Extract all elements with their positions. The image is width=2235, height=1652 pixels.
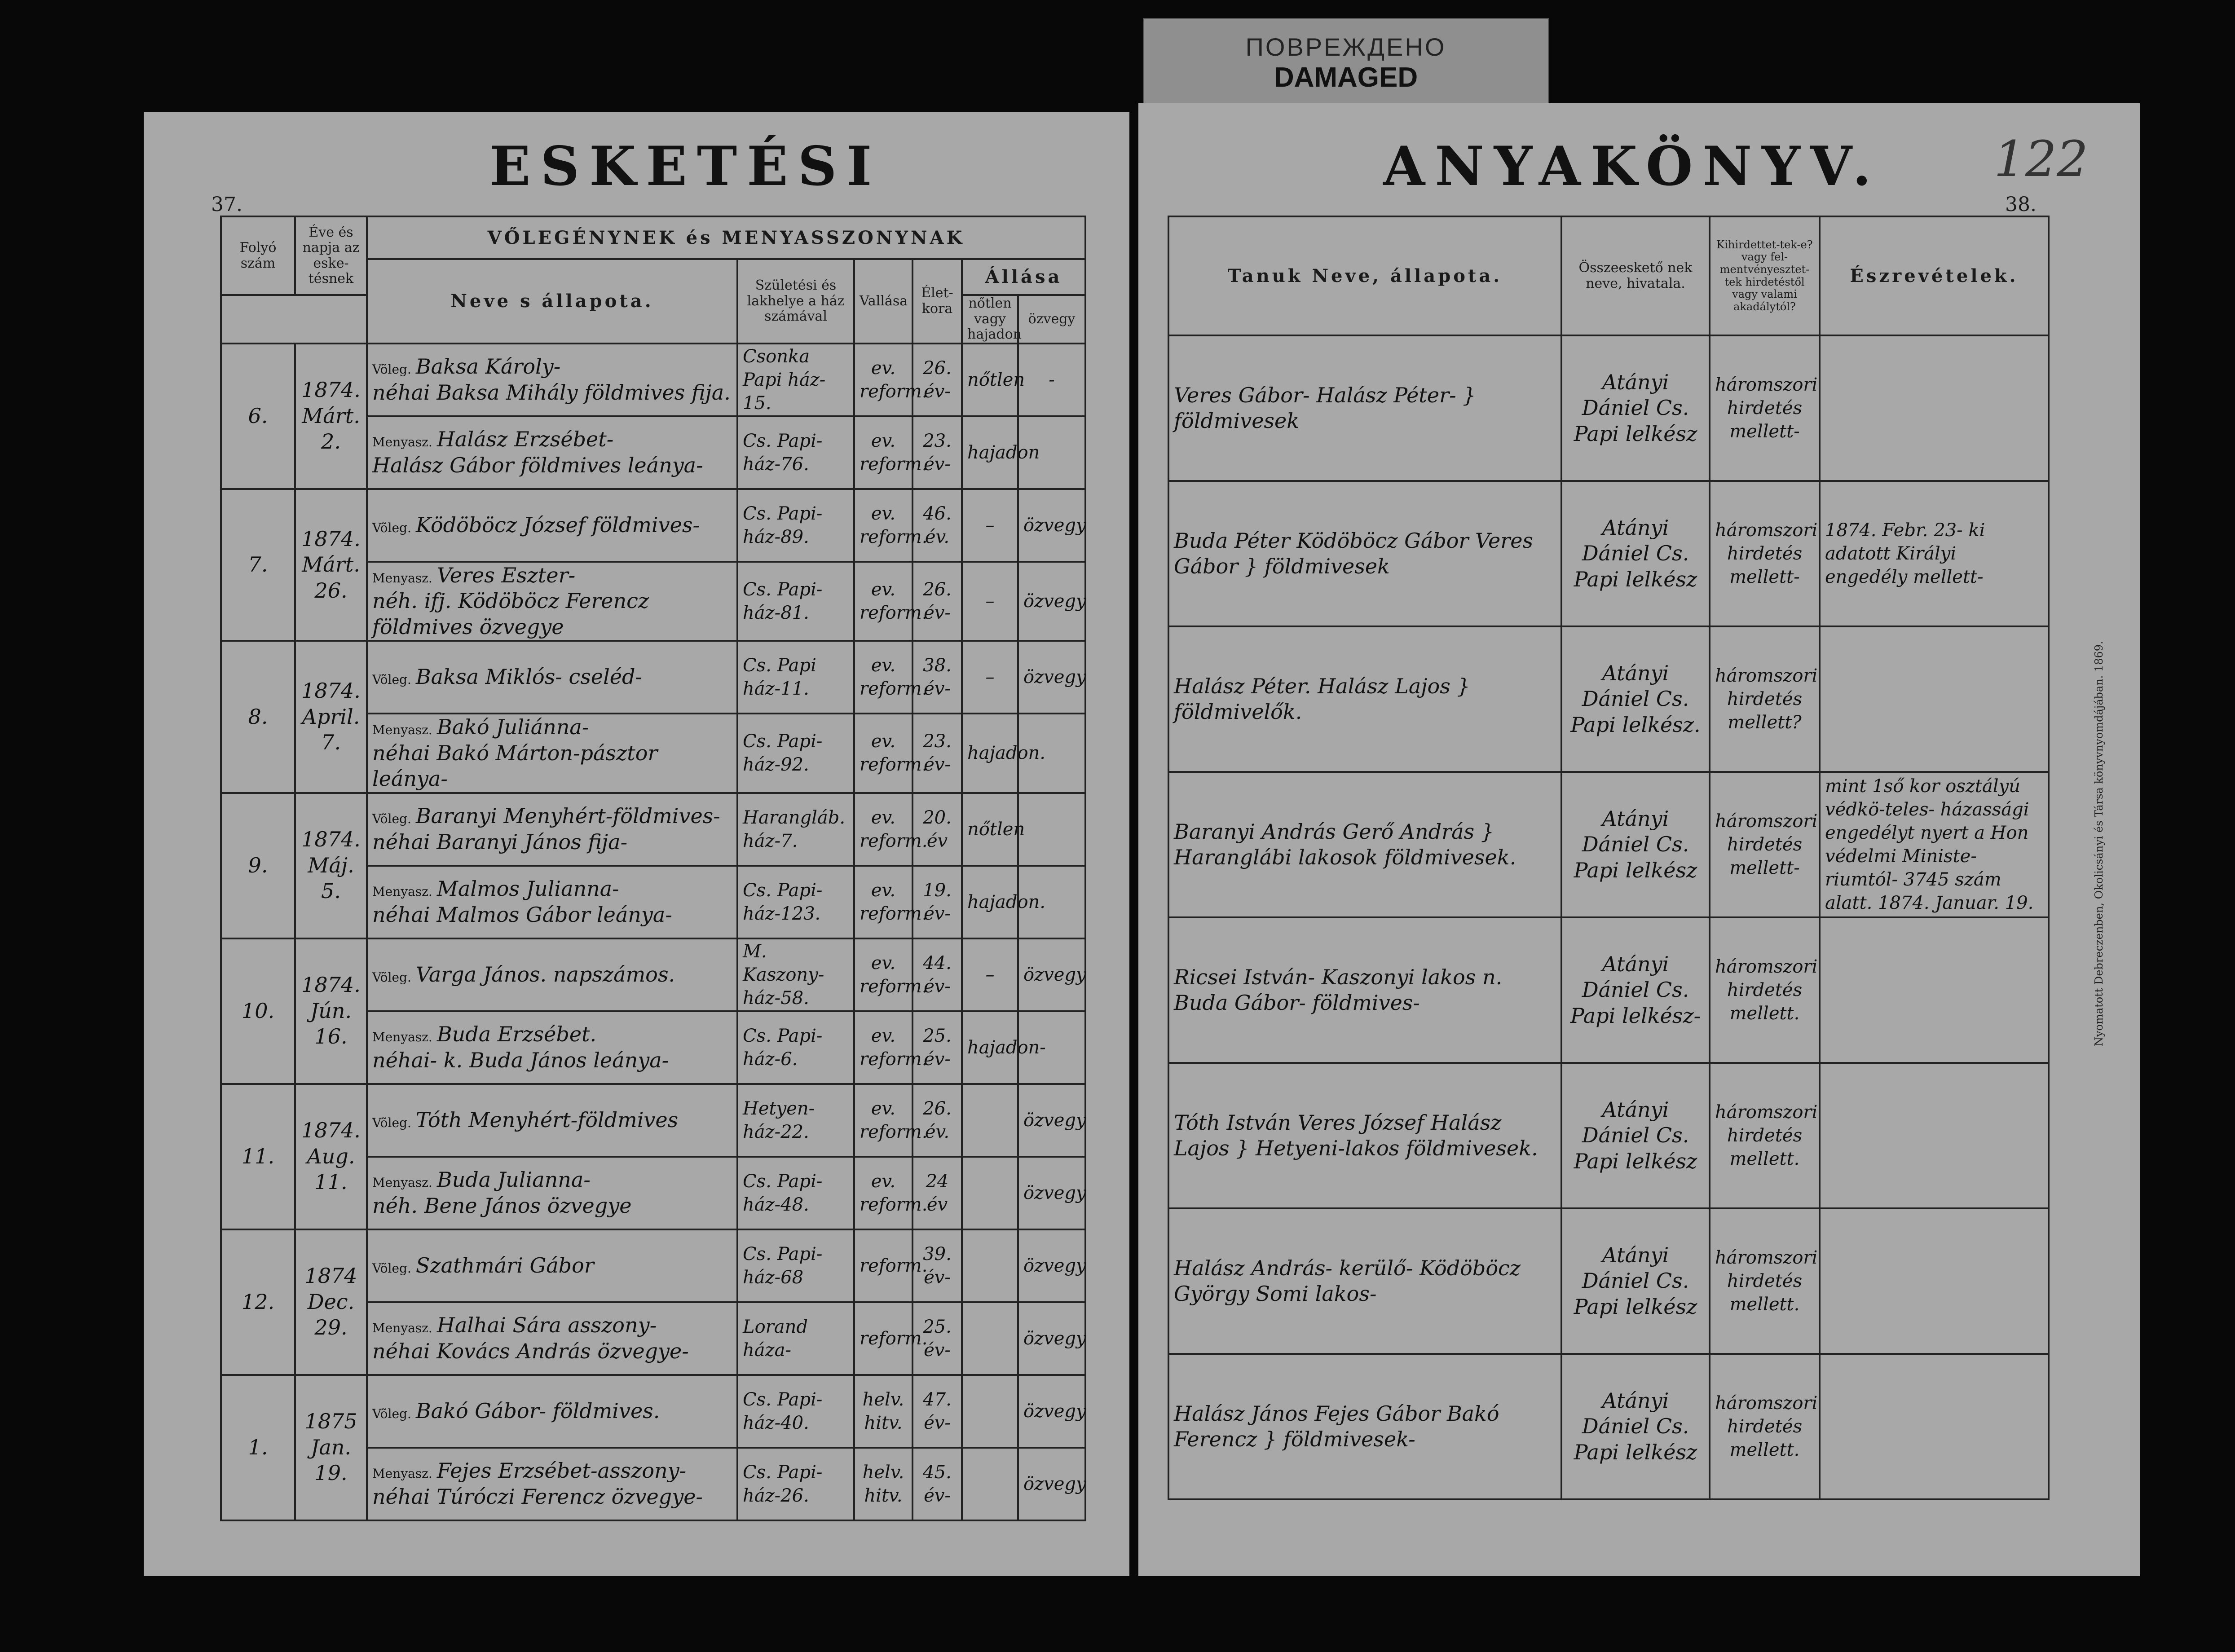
entry-number: 9. xyxy=(221,793,295,938)
bride-age: 26. év- xyxy=(913,562,962,641)
notes xyxy=(1820,1208,2049,1354)
bride-name: Veres Eszter- xyxy=(436,563,576,587)
officiant: Atányi Dániel Cs. Papi lelkész xyxy=(1561,335,1710,481)
bride-status: néhai Bakó Márton-pásztor leánya- xyxy=(372,740,658,791)
bride-label: Menyasz. xyxy=(372,570,432,586)
officiant: Atányi Dániel Cs. Papi lelkész. xyxy=(1561,626,1710,772)
officiant: Atányi Dániel Cs. Papi lelkész xyxy=(1561,481,1710,626)
right-table-body xyxy=(1168,335,2049,1499)
marriage-date: 1874. Márt. 26. xyxy=(295,489,367,641)
bride-age: 24 év xyxy=(913,1157,962,1229)
groom-widow xyxy=(1018,793,1085,866)
bride-age: 19. év- xyxy=(913,866,962,938)
groom-age: 26. év- xyxy=(913,344,962,416)
bride-single xyxy=(962,1448,1018,1520)
groom-row xyxy=(221,641,1085,714)
groom-label: Võleg. xyxy=(372,362,411,377)
bride-single: hajadon. xyxy=(962,714,1018,793)
bride-widow: özvegy xyxy=(1018,562,1085,641)
bride-religion: ev. reform. xyxy=(854,866,913,938)
groom-label: Võleg. xyxy=(372,811,411,826)
col-eve-napja: Éve és napja az eske-tésnek xyxy=(295,216,367,295)
bride-name: Buda Julianna- xyxy=(436,1167,591,1192)
col-notlen: nőtlen vagy hajadon xyxy=(962,295,1018,344)
groom-row xyxy=(221,938,1085,1011)
witnesses: Ricsei István- Kaszonyi lakos n. Buda Gábor- földmives- xyxy=(1168,917,1561,1063)
groom-single xyxy=(962,1375,1018,1448)
witnesses: Halász Péter. Halász Lajos } földmivelők. xyxy=(1168,626,1561,772)
groom-name-cell xyxy=(367,344,737,416)
banns: háromszori hirdetés mellett. xyxy=(1710,917,1820,1063)
bride-single xyxy=(962,1302,1018,1375)
entry-row xyxy=(1168,1354,2049,1499)
groom-single xyxy=(962,1084,1018,1157)
marriage-date: 1874. Aug. 11. xyxy=(295,1084,367,1229)
bride-age: 23. év- xyxy=(913,714,962,793)
banns: háromszori hirdetés mellett. xyxy=(1710,1354,1820,1499)
bride-label: Menyasz. xyxy=(372,884,432,899)
groom-label: Võleg. xyxy=(372,969,411,985)
entry-number: 7. xyxy=(221,489,295,641)
banns: háromszori hirdetés mellett. xyxy=(1710,1208,1820,1354)
bride-single: hajadon xyxy=(962,416,1018,489)
bride-label: Menyasz. xyxy=(372,1175,432,1190)
groom-row xyxy=(221,489,1085,562)
groom-religion: reform. xyxy=(854,1229,913,1302)
bride-birthplace: Cs. Papi-ház-92. xyxy=(737,714,854,793)
col-eszrevetelek: Észrevételek. xyxy=(1820,216,2049,335)
bride-single: – xyxy=(962,562,1018,641)
marriage-date: 1874. Máj. 5. xyxy=(295,793,367,938)
left-register-table xyxy=(220,216,1086,1521)
notes: mint 1ső kor osztályú védkö-teles- házassági engedélyt nyert a Hon védelmi Ministe-riumtól- 3745 szám alatt. 1874. Januar. 19. xyxy=(1820,772,2049,917)
groom-row xyxy=(221,793,1085,866)
notes xyxy=(1820,1354,2049,1499)
groom-age: 26. év. xyxy=(913,1084,962,1157)
groom-age: 38. év- xyxy=(913,641,962,714)
groom-name-cell xyxy=(367,938,737,1011)
groom-status: néhai Baksa Mihály földmives fija. xyxy=(372,380,731,405)
groom-birthplace: Hetyen-ház-22. xyxy=(737,1084,854,1157)
groom-birthplace: Cs. Papi ház-11. xyxy=(737,641,854,714)
banns: háromszori hirdetés mellett? xyxy=(1710,626,1820,772)
right-title: ANYAKÖNYV. xyxy=(1383,135,1881,198)
groom-religion: ev. reform. xyxy=(854,1084,913,1157)
witnesses: Halász András- kerülő- Ködöböcz György Somi lakos- xyxy=(1168,1208,1561,1354)
entry-row xyxy=(1168,1063,2049,1208)
groom-age: 46. év. xyxy=(913,489,962,562)
right-page-number: 38. xyxy=(2005,193,2037,216)
damaged-stamp xyxy=(1143,18,1549,105)
bride-name: Fejes Erzsébet-asszony- xyxy=(436,1458,687,1483)
groom-single: – xyxy=(962,938,1018,1011)
officiant: Atányi Dániel Cs. Papi lelkész xyxy=(1561,1354,1710,1499)
groom-single: – xyxy=(962,641,1018,714)
col-vallasa: Vallása xyxy=(854,259,913,344)
bride-name: Buda Erzsébet. xyxy=(436,1022,597,1046)
bride-status: néhai Kovács András özvegye- xyxy=(372,1339,689,1363)
banns: háromszori hirdetés mellett- xyxy=(1710,481,1820,626)
bride-status: néhai- k. Buda János leánya- xyxy=(372,1048,669,1072)
bride-birthplace: Cs. Papi-ház-76. xyxy=(737,416,854,489)
groom-single: nőtlen xyxy=(962,344,1018,416)
groom-birthplace: Cs. Papi-ház-40. xyxy=(737,1375,854,1448)
groom-religion: ev. reform. xyxy=(854,489,913,562)
bride-name: Halhai Sára asszony- xyxy=(436,1313,657,1337)
col-group-header: VŐLEGÉNYNEK és MENYASSZONYNAK xyxy=(367,216,1085,259)
entry-number: 1. xyxy=(221,1375,295,1520)
marriage-date: 1874. Márt. 2. xyxy=(295,344,367,489)
bride-name-cell xyxy=(367,562,737,641)
notes xyxy=(1820,1063,2049,1208)
groom-name: Szathmári Gábor xyxy=(415,1253,594,1278)
groom-name-cell xyxy=(367,1375,737,1448)
bride-age: 45. év- xyxy=(913,1448,962,1520)
bride-name-cell xyxy=(367,416,737,489)
entry-number: 8. xyxy=(221,641,295,793)
bride-religion: ev. reform. xyxy=(854,562,913,641)
notes xyxy=(1820,626,2049,772)
bride-birthplace: Lorand háza- xyxy=(737,1302,854,1375)
groom-religion: helv. hitv. xyxy=(854,1375,913,1448)
groom-name: Baranyi Menyhért-földmives- xyxy=(415,804,720,828)
stamp-en-text: DAMAGED xyxy=(1274,62,1418,93)
notes xyxy=(1820,917,2049,1063)
bride-birthplace: Cs. Papi-ház-81. xyxy=(737,562,854,641)
groom-name-cell xyxy=(367,641,737,714)
marriage-date: 1875 Jan. 19. xyxy=(295,1375,367,1520)
entry-row xyxy=(1168,772,2049,917)
witnesses: Buda Péter Ködöböcz Gábor Veres Gábor } földmivesek xyxy=(1168,481,1561,626)
groom-widow: özvegy xyxy=(1018,1229,1085,1302)
entry-number: 11. xyxy=(221,1084,295,1229)
groom-birthplace: Cs. Papi-ház-89. xyxy=(737,489,854,562)
groom-birthplace: Csonka Papi ház-15. xyxy=(737,344,854,416)
bride-religion: ev. reform. xyxy=(854,416,913,489)
groom-name: Varga János. napszámos. xyxy=(415,962,675,987)
folio-number: 122 xyxy=(1994,130,2088,188)
notes: 1874. Febr. 23- ki adatott Királyi engedély mellett- xyxy=(1820,481,2049,626)
groom-widow: özvegy xyxy=(1018,1084,1085,1157)
groom-name: Bakó Gábor- földmives. xyxy=(415,1398,660,1423)
groom-name: Baksa Miklós- cseléd- xyxy=(415,665,642,689)
bride-name-cell xyxy=(367,1448,737,1520)
entry-number: 6. xyxy=(221,344,295,489)
groom-name-cell xyxy=(367,1229,737,1302)
groom-row xyxy=(221,1229,1085,1302)
groom-age: 47. év- xyxy=(913,1375,962,1448)
groom-religion: ev. reform. xyxy=(854,344,913,416)
left-table-body xyxy=(221,344,1085,1520)
groom-age: 39. év- xyxy=(913,1229,962,1302)
col-allasa: Állása xyxy=(962,259,1085,295)
bride-widow: özvegy xyxy=(1018,1302,1085,1375)
entry-row xyxy=(1168,626,2049,772)
left-page-number: 37. xyxy=(211,193,242,216)
bride-status: néh. Bene János özvegye xyxy=(372,1193,632,1218)
groom-row xyxy=(221,1375,1085,1448)
bride-name-cell xyxy=(367,866,737,938)
col-folyo-szam: Folyó szám xyxy=(221,216,295,295)
bride-label: Menyasz. xyxy=(372,722,432,737)
bride-religion: ev. reform. xyxy=(854,1157,913,1229)
bride-age: 25. év- xyxy=(913,1011,962,1084)
groom-name: Ködöböcz József földmives- xyxy=(415,512,700,537)
bride-name: Malmos Julianna- xyxy=(436,877,619,901)
officiant: Atányi Dániel Cs. Papi lelkész xyxy=(1561,1208,1710,1354)
bride-age: 23. év- xyxy=(913,416,962,489)
witnesses: Baranyi András Gerő András } Haranglábi lakosok földmivesek. xyxy=(1168,772,1561,917)
groom-name-cell xyxy=(367,793,737,866)
col-ozvegy: özvegy xyxy=(1018,295,1085,344)
right-register-table xyxy=(1168,216,2050,1500)
groom-name-cell xyxy=(367,1084,737,1157)
officiant: Atányi Dániel Cs. Papi lelkész xyxy=(1561,772,1710,917)
groom-label: Võleg. xyxy=(372,672,411,687)
bride-name-cell xyxy=(367,1011,737,1084)
groom-label: Võleg. xyxy=(372,1260,411,1276)
left-title: ESKETÉSI xyxy=(489,135,882,198)
col-neve-allapota: Neve s állapota. xyxy=(367,259,737,344)
bride-birthplace: Cs. Papi-ház-26. xyxy=(737,1448,854,1520)
bride-religion: reform. xyxy=(854,1302,913,1375)
groom-widow: özvegy xyxy=(1018,1375,1085,1448)
officiant: Atányi Dániel Cs. Papi lelkész- xyxy=(1561,917,1710,1063)
groom-single: nőtlen xyxy=(962,793,1018,866)
bride-religion: helv. hitv. xyxy=(854,1448,913,1520)
marriage-date: 1874. Jún. 16. xyxy=(295,938,367,1084)
groom-name: Baksa Károly- xyxy=(415,354,561,379)
entry-row xyxy=(1168,1208,2049,1354)
bride-name-cell xyxy=(367,714,737,793)
groom-birthplace: M. Kaszony-ház-58. xyxy=(737,938,854,1011)
col-tanuk: Tanuk Neve, állapota. xyxy=(1168,216,1561,335)
bride-label: Menyasz. xyxy=(372,1030,432,1044)
groom-name-cell xyxy=(367,489,737,562)
entry-row xyxy=(1168,481,2049,626)
bride-widow: özvegy xyxy=(1018,1157,1085,1229)
groom-religion: ev. reform. xyxy=(854,793,913,866)
entry-number: 12. xyxy=(221,1229,295,1375)
bride-name: Halász Erzsébet- xyxy=(436,427,614,451)
witnesses: Veres Gábor- Halász Péter- } földmivesek xyxy=(1168,335,1561,481)
bride-religion: ev. reform. xyxy=(854,714,913,793)
bride-birthplace: Cs. Papi-ház-123. xyxy=(737,866,854,938)
marriage-date: 1874. April. 7. xyxy=(295,641,367,793)
banns: háromszori hirdetés mellett. xyxy=(1710,1063,1820,1208)
bride-name-cell xyxy=(367,1302,737,1375)
groom-widow: özvegy xyxy=(1018,641,1085,714)
groom-birthplace: Harangláb. ház-7. xyxy=(737,793,854,866)
col-kihirdettetett: Kihirdettet-tek-e? vagy fel-mentvényesztet-tek hirdetéstől vagy valami akadálytól? xyxy=(1710,216,1820,335)
bride-label: Menyasz. xyxy=(372,1321,432,1335)
notes xyxy=(1820,335,2049,481)
groom-label: Võleg. xyxy=(372,1406,411,1421)
witnesses: Tóth István Veres József Halász Lajos } Hetyeni-lakos földmivesek. xyxy=(1168,1063,1561,1208)
bride-status: néhai Malmos Gábor leánya- xyxy=(372,902,672,927)
groom-widow: özvegy xyxy=(1018,489,1085,562)
groom-religion: ev. reform. xyxy=(854,938,913,1011)
bride-label: Menyasz. xyxy=(372,1466,432,1481)
col-eletkora: Élet-kora xyxy=(913,259,962,344)
groom-row xyxy=(221,344,1085,416)
bride-single: hajadon- xyxy=(962,1011,1018,1084)
groom-widow: özvegy xyxy=(1018,938,1085,1011)
groom-label: Võleg. xyxy=(372,520,411,535)
col-szuletesi-lakhelye: Születési és lakhelye a ház számával xyxy=(737,259,854,344)
bride-religion: ev. reform. xyxy=(854,1011,913,1084)
groom-widow: - xyxy=(1018,344,1085,416)
bride-single xyxy=(962,1157,1018,1229)
bride-age: 25. év- xyxy=(913,1302,962,1375)
printer-note: Nyomatott Debreczenben, Okolicsányi és Társa könyvnyomdájában. 1869. xyxy=(2093,641,2105,1046)
banns: háromszori hirdetés mellett- xyxy=(1710,772,1820,917)
groom-label: Võleg. xyxy=(372,1115,411,1130)
bride-widow: özvegy xyxy=(1018,1448,1085,1520)
bride-status: néh. ifj. Ködöböcz Ferencz földmives özvegye xyxy=(372,589,649,639)
entry-row xyxy=(1168,335,2049,481)
bride-name-cell xyxy=(367,1157,737,1229)
groom-single xyxy=(962,1229,1018,1302)
officiant: Atányi Dániel Cs. Papi lelkész xyxy=(1561,1063,1710,1208)
bride-status: néhai Túróczi Ferencz özvegye- xyxy=(372,1484,703,1509)
groom-age: 20. év xyxy=(913,793,962,866)
entry-row xyxy=(1168,917,2049,1063)
marriage-date: 1874 Dec. 29. xyxy=(295,1229,367,1375)
bride-birthplace: Cs. Papi-ház-48. xyxy=(737,1157,854,1229)
groom-single: – xyxy=(962,489,1018,562)
groom-row xyxy=(221,1084,1085,1157)
bride-name: Bakó Juliánna- xyxy=(436,715,589,739)
groom-birthplace: Cs. Papi-ház-68 xyxy=(737,1229,854,1302)
witnesses: Halász János Fejes Gábor Bakó Ferencz } földmivesek- xyxy=(1168,1354,1561,1499)
bride-status: Halász Gábor földmives leánya- xyxy=(372,453,703,477)
groom-name: Tóth Menyhért-földmives xyxy=(415,1107,679,1132)
banns: háromszori hirdetés mellett- xyxy=(1710,335,1820,481)
groom-status: néhai Baranyi János fija- xyxy=(372,829,628,854)
bride-birthplace: Cs. Papi-ház-6. xyxy=(737,1011,854,1084)
col-osszeesketo: Összeeskető nek neve, hivatala. xyxy=(1561,216,1710,335)
stamp-ru-text: ПОВРЕЖДЕНО xyxy=(1245,33,1446,61)
bride-single: hajadon. xyxy=(962,866,1018,938)
groom-age: 44. év- xyxy=(913,938,962,1011)
bride-label: Menyasz. xyxy=(372,435,432,449)
groom-religion: ev. reform. xyxy=(854,641,913,714)
entry-number: 10. xyxy=(221,938,295,1084)
